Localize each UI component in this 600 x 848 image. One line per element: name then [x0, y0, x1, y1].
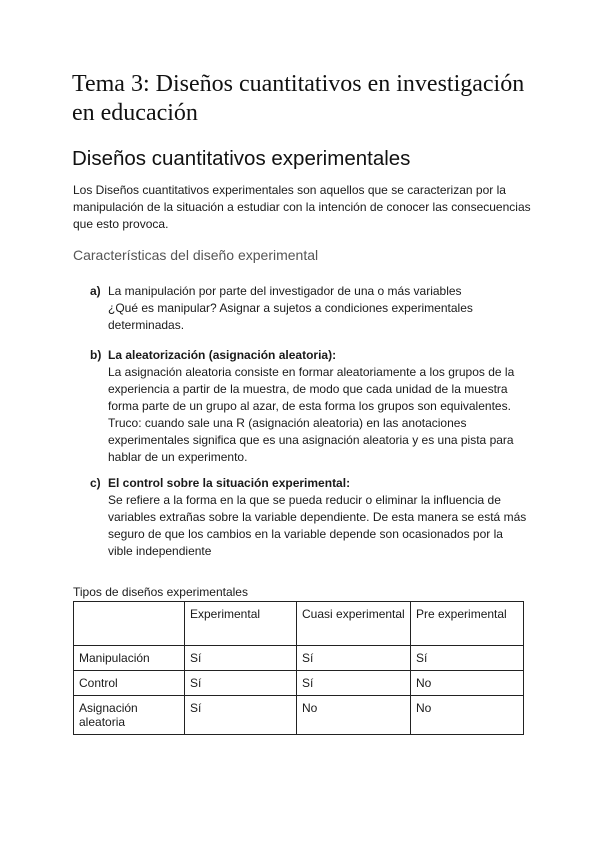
table-header-cell: Cuasi experimental: [297, 602, 411, 646]
table-row-label: Asignación aleatoria: [74, 696, 185, 735]
list-item-line: Se refiere a la forma en la que se pueda reducir o eliminar la influencia de variables extrañas sobre la variable dependiente. De esta manera se está más seguro de que los cambios en la variable depende son ocasionados por la vible independiente: [108, 493, 527, 558]
table-cell: Sí: [411, 646, 524, 671]
list-item-b: [90, 347, 530, 466]
list-marker: b): [90, 348, 102, 362]
document-title: Tema 3: Diseños cuantitativos en investigación en educación: [72, 71, 525, 126]
list-item-heading: La aleatorización (asignación aleatoria):: [108, 348, 337, 362]
table-row: [74, 646, 524, 671]
table-row-label: Control: [74, 671, 185, 696]
list-item-content: [108, 347, 530, 466]
design-types-table: [73, 601, 524, 735]
list-item-line: ¿Qué es manipular? Asignar a sujetos a condiciones experimentales determinadas.: [108, 301, 473, 332]
table-cell: Sí: [185, 696, 297, 735]
list-marker: c): [90, 476, 101, 490]
table-cell: Sí: [185, 646, 297, 671]
list-item-line: La manipulación por parte del investigador de una o más variables: [108, 284, 462, 298]
table-cell: Sí: [297, 671, 411, 696]
list-item-heading: El control sobre la situación experimental:: [108, 476, 351, 490]
subheading: Características del diseño experimental: [73, 247, 319, 263]
list-item-a: [90, 283, 530, 334]
table-row: [74, 671, 524, 696]
table-header-cell: Pre experimental: [411, 602, 524, 646]
table-header-row: [74, 602, 524, 646]
list-item-c: [90, 475, 530, 560]
list-marker: a): [90, 284, 101, 298]
table-header-cell: Experimental: [185, 602, 297, 646]
list-item-content: [108, 475, 530, 560]
table-cell: Sí: [185, 671, 297, 696]
table-row-label: Manipulación: [74, 646, 185, 671]
table-cell: No: [297, 696, 411, 735]
list-item-line: Truco: cuando sale una R (asignación aleatoria) en las anotaciones experimentales significa que es una asignación aleatoria y es una pista para hablar de un experimento.: [108, 416, 514, 464]
table-cell: No: [411, 671, 524, 696]
table-cell: Sí: [297, 646, 411, 671]
table-caption: Tipos de diseños experimentales: [73, 585, 248, 599]
list-item-content: [108, 283, 530, 334]
table-cell: No: [411, 696, 524, 735]
intro-paragraph: Los Diseños cuantitativos experimentales son aquellos que se caracterizan por la manipulación de la situación a estudiar con la intención de conocer las consecuencias que esto provoca.: [73, 183, 531, 231]
table-row: [74, 696, 524, 735]
section-heading: Diseños cuantitativos experimentales: [72, 147, 411, 170]
table-cell: [74, 602, 185, 646]
list-item-line: La asignación aleatoria consiste en formar aleatoriamente a los grupos de la experiencia a partir de la muestra, de modo que cada unidad de la muestra forma parte de un grupo al azar, de esta forma los grupos son equivalentes.: [108, 365, 515, 413]
